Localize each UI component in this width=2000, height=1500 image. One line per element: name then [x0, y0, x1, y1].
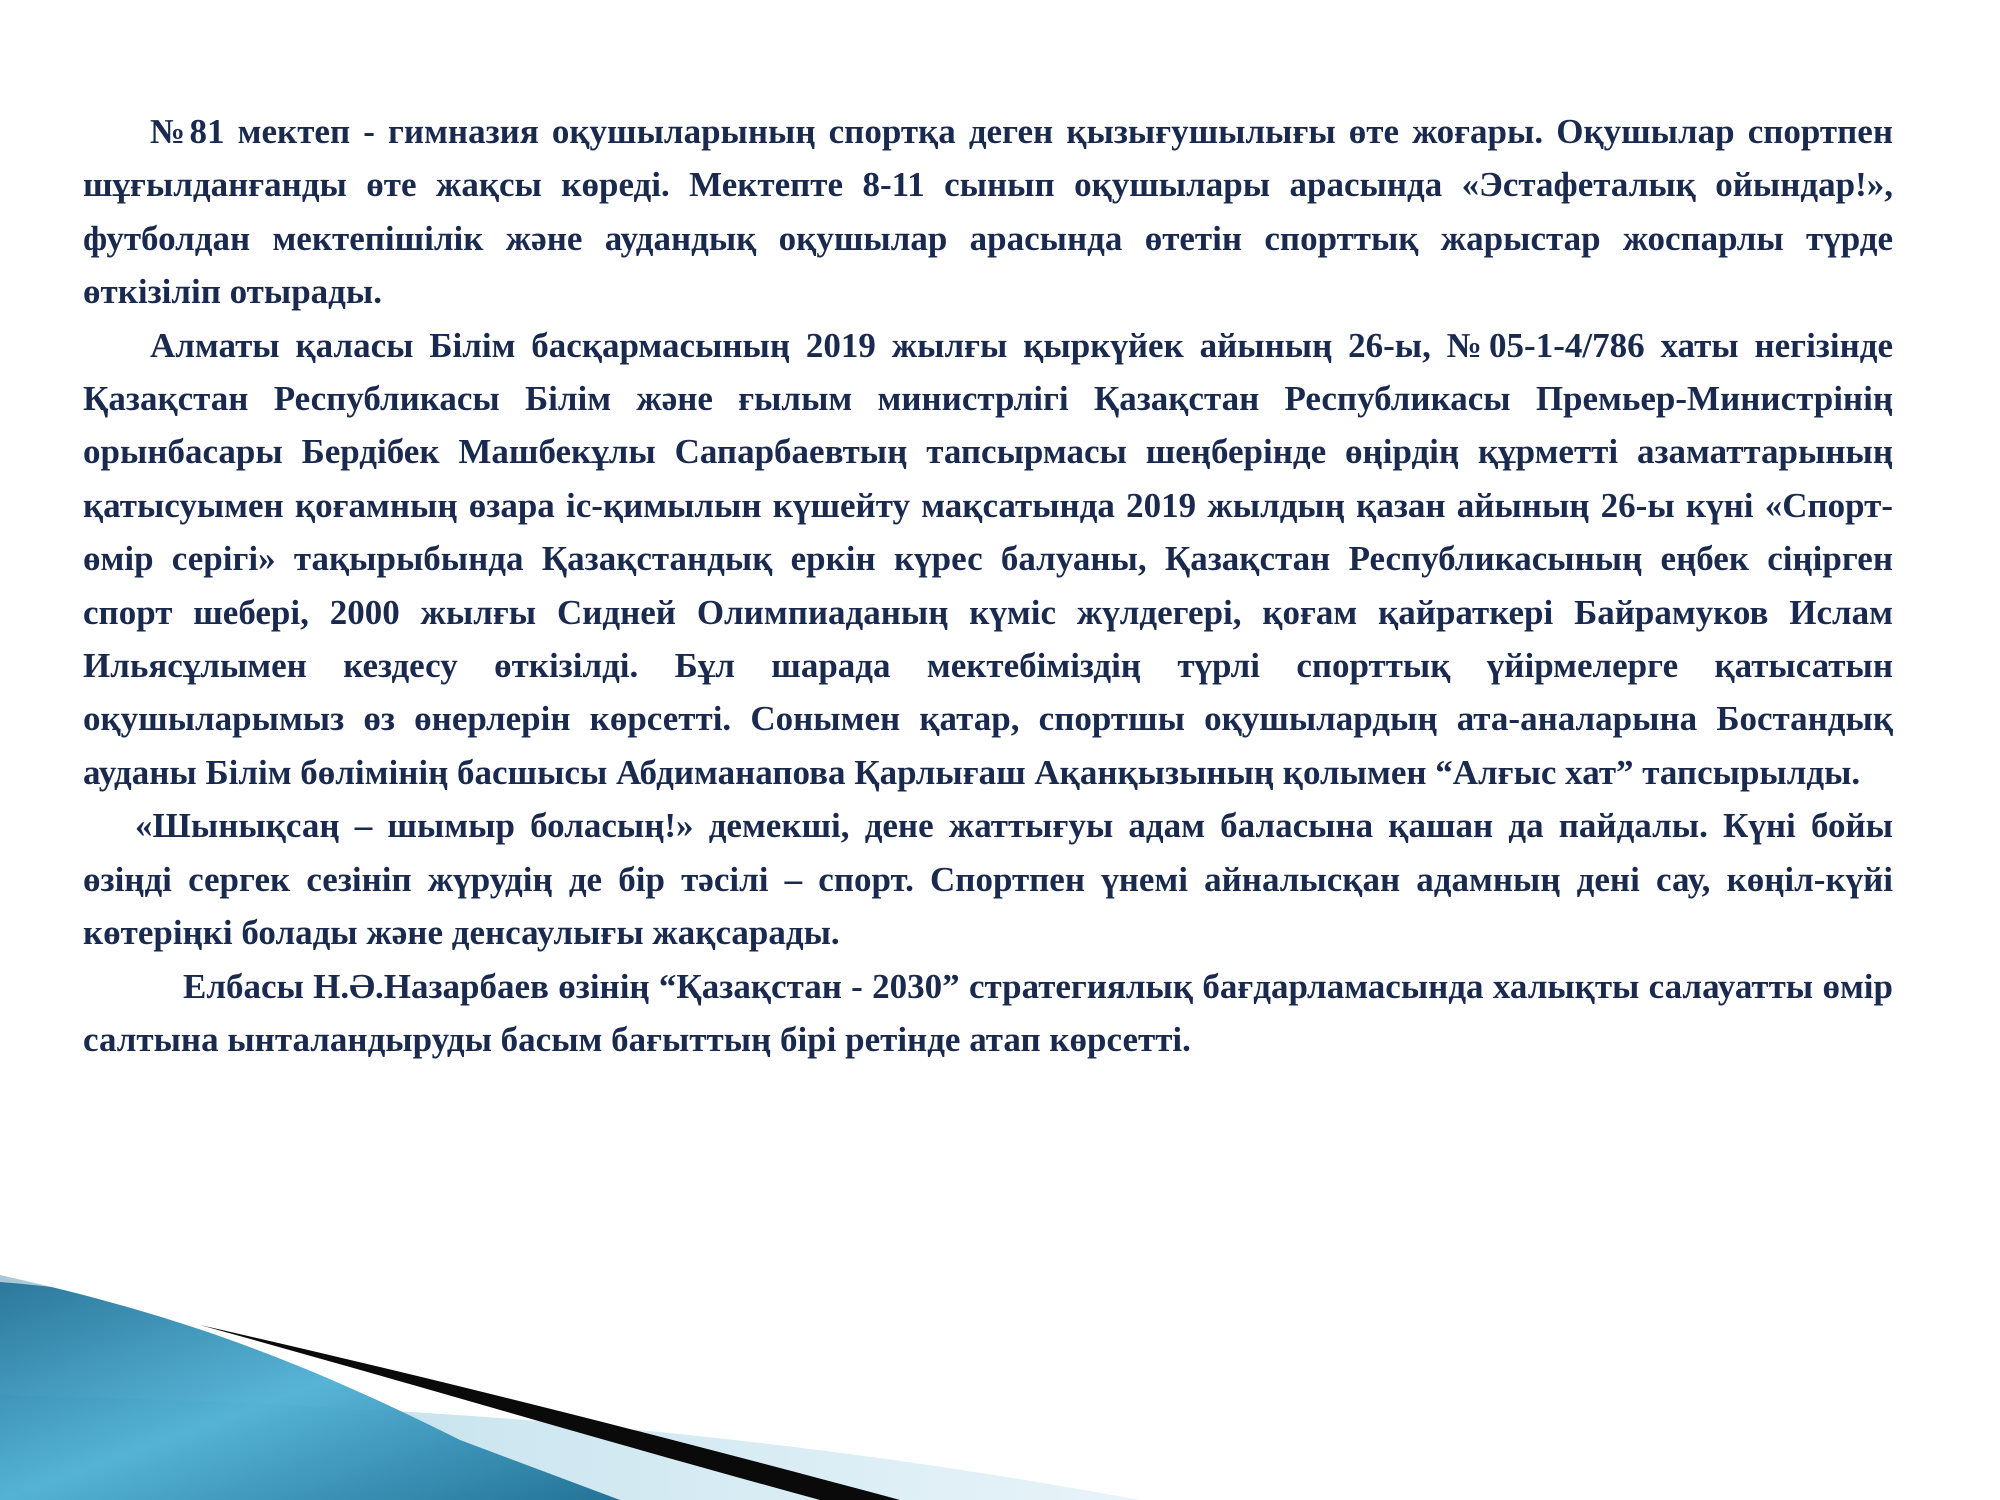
paragraph-3: «Шынықсаң – шымыр боласың!» демекші, дене жаттығуы адам баласына қашан да пайдалы. Күні бойы өзіңді сергек сезініп жүрудің де бір тәсілі – спорт. Спортпен үнемі айналысқан адамның дені сау, көңіл-күйі көтеріңкі болады және денсаулығы жақсарады. — [83, 806, 1893, 953]
paragraph-1: №81 мектеп - гимназия оқушыларының спортқа деген қызығушылығы өте жоғары. Оқушылар спортпен шұғылданғанды өте жақсы көреді. Мектепте 8-11 сынып оқушылары арасында «Эстафеталық ойындар!», футболдан мектепішілік және аудандық оқушылар арасында өтетін спорттық жарыстар жоспарлы түрде өткізіліп отырады. — [83, 112, 1893, 312]
paragraph-4: Елбасы Н.Ә.Назарбаев өзінің “Қазақстан - 2030” стратегиялық бағдарламасында халықты салауатты өмір салтына ынталандыруды басым бағыттың бірі ретінде атап көрсетті. — [83, 966, 1893, 1059]
body-text — [83, 105, 1893, 1066]
teal-wave-shape — [0, 1275, 620, 1500]
paragraph-2: Алматы қаласы Білім басқармасының 2019 жылғы қыркүйек айының 26-ы, №05-1-4/786 хаты негізінде Қазақстан Республикасы Білім және ғылым министрлігі Қазақстан Республикасы Премьер-Министрінің орынбасары Бердібек Машбекұлы Сапарбаевтың тапсырмасы шеңберінде өңірдің құрметті азаматтарының қатысуымен қоғамның өзара іс-қимылын күшейту мақсатында 2019 жылдың қазан айының 26-ы күні «Спорт-өмір серігі» тақырыбында Қазақстандық еркін күрес балуаны, Қазақстан Республикасының еңбек сіңірген спорт шебері, 2000 жылғы Сидней Олимпиаданың күміс жүлдегері, қоғам қайраткері Байрамуков Ислам Ильясұлымен кездесу өткізілді. Бұл шарада мектебіміздің түрлі спорттық үйірмелерге қатысатын оқушыларымыз өз өнерлерін көрсетті. Сонымен қатар, спортшы оқушылардың ата-аналарына Бостандық ауданы Білім бөлімінің басшысы Абдиманапова Қарлығаш Ақанқызының қолымен “Алғыс хат” тапсырылды. — [83, 325, 1893, 792]
